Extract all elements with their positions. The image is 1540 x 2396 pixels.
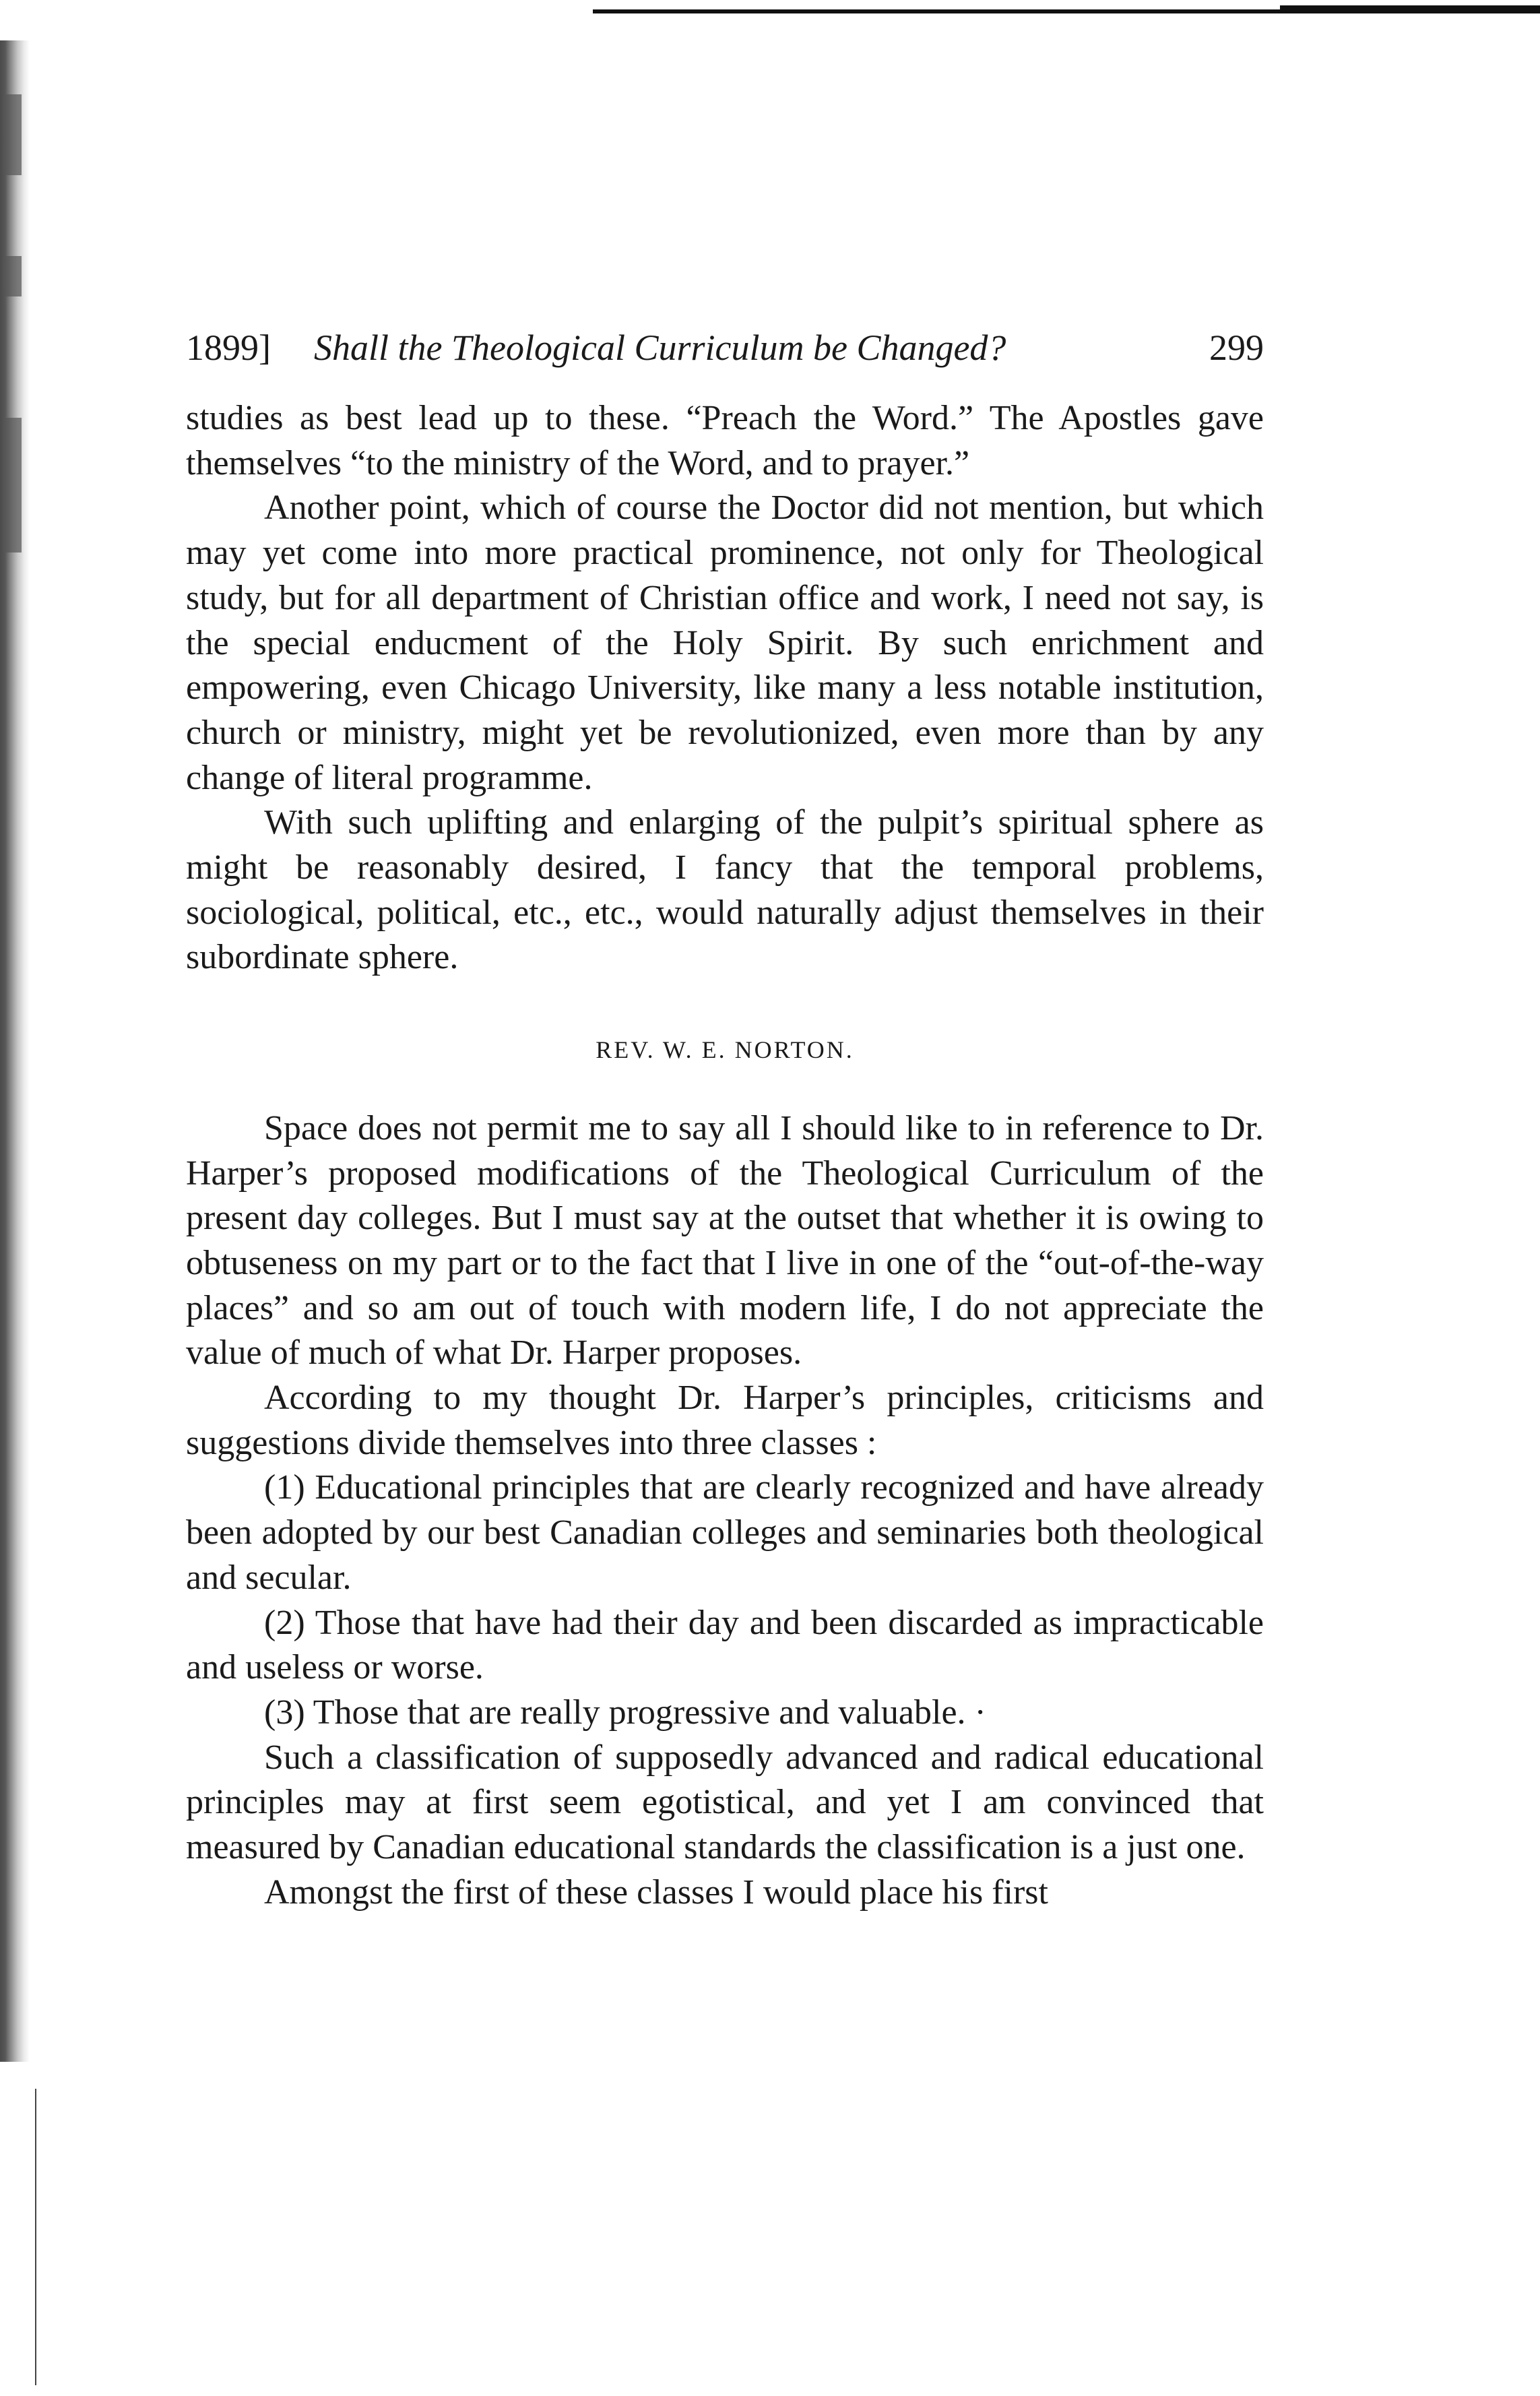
running-head — [186, 321, 1264, 375]
paragraph: Another point, which of course the Doctor did not mention, but which may yet come into more practical prominence, not only for Theological study, but for all department of Christian office and work, I need not say, is the special enducment of the Holy Spirit. By such enrichment and empowering, even Chicago University, like many a less notable institution, church or ministry, might yet be revolutionized, even more than by any change of literal programme. — [186, 488, 1264, 797]
paragraph: Space does not permit me to say all I should like to in reference to Dr. Harper’s proposed modifications of the Theological Curriculum of the present day colleges. But I must say at the outset that whether it is owing to obtuseness on my part or to the fact that I live in one of the “out-of-the-way places” and so am out of touch with modern life, I do not appreciate the value of much of what Dr. Harper proposes. — [186, 1108, 1264, 1373]
binding-mark — [4, 94, 22, 175]
body-text — [186, 396, 1264, 1916]
paragraph: With such uplifting and enlarging of the pulpit’s spiritual sphere as might be reasonably desired, I fancy that the temporal problems, sociological, political, etc., etc., would naturally adjust themselves in their subordinate sphere. — [186, 803, 1264, 977]
paragraph: Amongst the first of these classes I would place his first — [264, 1872, 1048, 1912]
running-head-year: 1899] — [186, 327, 271, 368]
list-item: (2) Those that have had their day and been discarded as impracticable and useless or worse. — [186, 1603, 1264, 1687]
section-heading: REV. W. E. NORTON. — [596, 1036, 854, 1064]
top-border-rule-thick — [1280, 5, 1540, 13]
page-number: 299 — [1209, 327, 1264, 368]
binding-edge-line — [35, 2089, 36, 2385]
list-item: (1) Educational principles that are clearly recognized and have already been adopted by our best Canadian colleges and seminaries both theological and secular. — [186, 1468, 1264, 1597]
paragraph-continued: studies as best lead up to these. “Preach the Word.” The Apostles gave themselves “to the ministry of the Word, and to prayer.” — [186, 399, 1264, 482]
running-head-title: Shall the Theological Curriculum be Changed? — [314, 327, 1006, 368]
list-item: (3) Those that are really progressive and valuable. · — [264, 1693, 986, 1732]
binding-mark — [4, 418, 22, 553]
paragraph: According to my thought Dr. Harper’s principles, criticisms and suggestions divide themselves into three classes : — [186, 1379, 1264, 1462]
binding-mark — [4, 256, 22, 296]
binding-edge-shadow — [0, 40, 30, 2062]
paragraph: Such a classification of supposedly advanced and radical educational principles may at first seem egotistical, and yet I am convinced that measured by Canadian educational standards the classification is a just one. — [186, 1738, 1264, 1867]
